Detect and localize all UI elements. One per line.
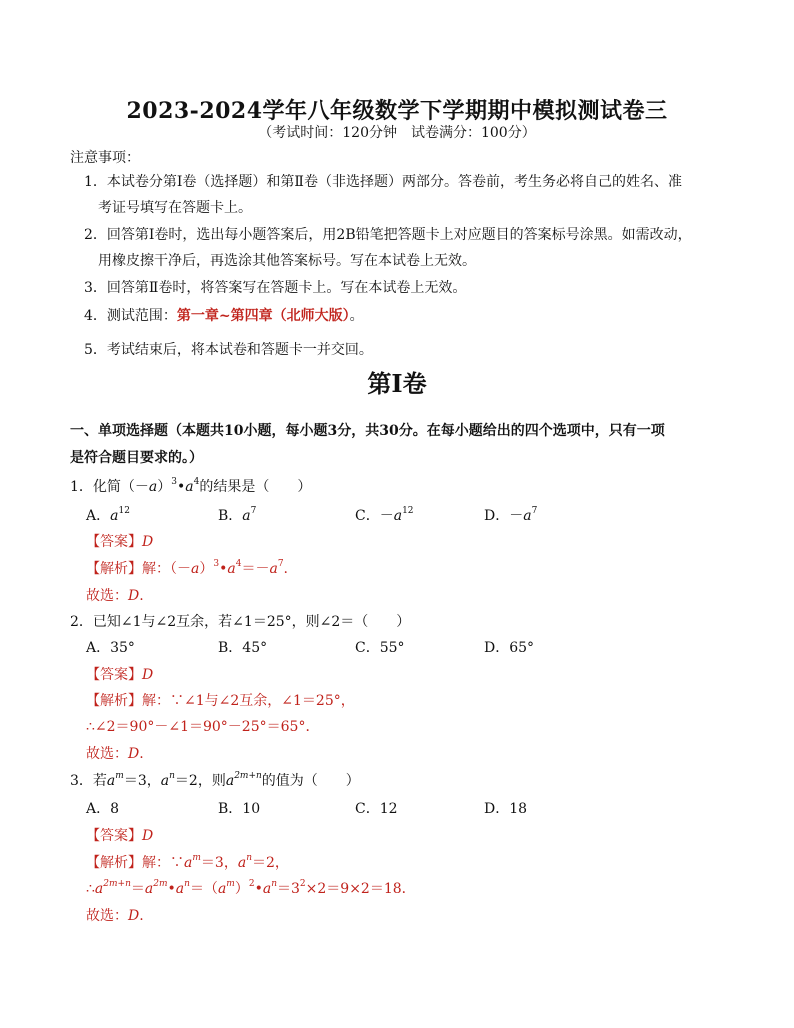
math-var: a: [94, 881, 104, 897]
analysis-text: ＝－: [241, 561, 270, 577]
exponent: 2: [299, 879, 306, 890]
stem-text: 1．化简（－: [70, 479, 149, 495]
question-stem: [70, 770, 360, 790]
stem-text: ＝2，则: [174, 773, 226, 789]
answer-tag: 【答案】: [86, 534, 142, 550]
option-c: [355, 505, 414, 525]
answer-value: D: [142, 534, 154, 550]
stem-text: 的结果是（ ）: [199, 479, 312, 495]
option-c: C．12: [355, 801, 398, 817]
option-c: C．55°: [355, 640, 405, 656]
option-a: [86, 505, 130, 525]
conclusion-text: .: [139, 908, 144, 924]
step-text: ×2＝9×2＝18．: [305, 881, 416, 897]
exponent: 7: [531, 506, 538, 517]
volume-title: 第Ⅰ卷: [367, 369, 427, 398]
conclusion-choice: D: [128, 588, 140, 604]
math-var: a: [184, 855, 193, 871]
dot-operator: •: [219, 561, 228, 577]
notice-item: 1．本试卷分第Ⅰ卷（选择题）和第Ⅱ卷（非选择题）两部分。答卷前，考生务必将自己的姓名、准: [84, 174, 682, 190]
notice-heading: 注意事项：: [70, 150, 140, 166]
exponent: 2m: [153, 879, 168, 890]
analysis-text: 解：（－: [142, 561, 191, 577]
conclusion-text: 故选：: [86, 746, 128, 762]
math-var: a: [106, 773, 116, 789]
exponent: 3: [213, 559, 220, 570]
conclusion-line: [86, 585, 144, 605]
exponent: 7: [277, 559, 284, 570]
answer-tag: 【答案】: [86, 667, 142, 683]
answer-line: [86, 664, 153, 684]
question-stem: 2．已知∠1与∠2互余，若∠1＝25°，则∠2＝（ ）: [70, 614, 411, 630]
page-title: 2023-2024学年八年级数学下学期期中模拟测试卷三: [126, 98, 668, 124]
math-var: a: [225, 773, 235, 789]
math-var: a: [237, 855, 247, 871]
analysis-text: .: [283, 561, 288, 577]
conclusion-choice: D: [128, 746, 140, 762]
notice-item: 5．考试结束后，将本试卷和答题卡一并交回。: [84, 342, 373, 358]
option-a: A．8: [86, 801, 120, 817]
stem-text: 3．若: [70, 773, 107, 789]
notice-item: 用橡皮擦干净后，再选涂其他答案标号。写在本试卷上无效。: [98, 253, 476, 269]
range-value: 第一章~第四章（北师大版）: [176, 308, 350, 324]
math-var: a: [191, 561, 200, 577]
exam-info: （考试时间：120分钟 试卷满分：100分）: [258, 125, 536, 141]
option-d: [484, 505, 537, 525]
analysis-tag: 【解析】: [86, 693, 142, 709]
exponent: 12: [402, 506, 414, 517]
math-var: a: [269, 561, 278, 577]
analysis-text: 解：∵∠1与∠2互余，∠1＝25°，: [142, 693, 355, 709]
option-label: B．: [218, 508, 243, 524]
option-b: B．45°: [218, 640, 268, 656]
conclusion-text: 故选：: [86, 588, 128, 604]
option-d: D．65°: [484, 640, 535, 656]
analysis-tag: 【解析】: [86, 561, 142, 577]
math-var: a: [110, 508, 119, 524]
math-var: a: [148, 479, 158, 495]
exponent: 3: [171, 477, 178, 488]
answer-value: D: [142, 667, 154, 683]
analysis-text: 解：∵: [142, 855, 184, 871]
answer-tag: 【答案】: [86, 828, 142, 844]
math-var: a: [144, 881, 154, 897]
option-a: A．35°: [86, 640, 135, 656]
question-stem: [70, 476, 311, 496]
exponent: m: [226, 879, 235, 890]
exponent: 4: [193, 477, 200, 488]
conclusion-line: [86, 743, 144, 763]
step-text: ∴: [86, 881, 95, 897]
stem-text: ＝3，: [123, 773, 161, 789]
section-heading-cont: 是符合题目要求的。）: [70, 450, 203, 466]
option-label: D．－: [484, 508, 524, 524]
exponent: 2: [248, 879, 255, 890]
dot-operator: •: [177, 479, 186, 495]
exponent: 4: [235, 559, 242, 570]
math-var: a: [227, 561, 236, 577]
analysis-step: [86, 878, 416, 898]
analysis-tag: 【解析】: [86, 855, 142, 871]
step-text: ）: [234, 881, 249, 897]
math-var: a: [160, 773, 170, 789]
answer-value: D: [142, 828, 154, 844]
math-var: a: [185, 479, 194, 495]
stem-text: ）: [157, 479, 172, 495]
exponent: 7: [250, 506, 257, 517]
conclusion-choice: D: [128, 908, 140, 924]
answer-line: [86, 825, 153, 845]
section-heading: 一、单项选择题（本题共10小题，每小题3分，共30分。在每小题给出的四个选项中，只有一项: [70, 423, 665, 439]
step-text: ＝: [130, 881, 145, 897]
range-prefix: 4．测试范围：: [84, 308, 177, 324]
conclusion-line: [86, 905, 144, 925]
exponent: n: [271, 879, 277, 890]
option-label: A．: [86, 508, 111, 524]
analysis-step: ∴∠2＝90°－∠1＝90°－25°＝65°．: [86, 719, 320, 735]
analysis-text: ＝3，: [200, 855, 238, 871]
analysis-line: [86, 852, 289, 872]
math-var: a: [523, 508, 532, 524]
option-b: B．10: [218, 801, 261, 817]
exponent: 2m+n: [234, 771, 262, 782]
notice-item: 3．回答第Ⅱ卷时，将答案写在答题卡上。写在本试卷上无效。: [84, 280, 467, 296]
exponent: m: [192, 853, 201, 864]
stem-text: 的值为（ ）: [261, 773, 360, 789]
conclusion-text: .: [139, 588, 144, 604]
analysis-text: ＝2，: [251, 855, 289, 871]
option-b: [218, 505, 256, 525]
conclusion-text: 故选：: [86, 908, 128, 924]
math-var: a: [393, 508, 403, 524]
math-var: a: [242, 508, 251, 524]
exponent: m: [115, 771, 124, 782]
dot-operator: •: [254, 881, 263, 897]
analysis-line: [86, 690, 355, 710]
math-var: a: [175, 881, 185, 897]
exponent: n: [169, 771, 175, 782]
exponent: n: [184, 879, 190, 890]
dot-operator: •: [167, 881, 176, 897]
math-var: a: [217, 881, 227, 897]
conclusion-text: .: [139, 746, 144, 762]
analysis-line: [86, 558, 288, 578]
analysis-text: ）: [199, 561, 214, 577]
exponent: 12: [118, 506, 130, 517]
exponent: n: [246, 853, 252, 864]
range-suffix: 。: [349, 308, 364, 324]
notice-item-range: [84, 305, 364, 325]
option-d: D．18: [484, 801, 528, 817]
step-text: ＝（: [189, 881, 218, 897]
math-var: a: [262, 881, 272, 897]
notice-item: 2．回答第Ⅰ卷时，选出每小题答案后，用2B铅笔把答题卡上对应题目的答案标号涂黑。如需改动，: [84, 227, 692, 243]
answer-line: [86, 531, 153, 551]
exponent: 2m+n: [103, 879, 131, 890]
step-text: ＝3: [277, 881, 300, 897]
option-label: C．－: [355, 508, 394, 524]
notice-item: 考证号填写在答题卡上。: [98, 200, 252, 216]
